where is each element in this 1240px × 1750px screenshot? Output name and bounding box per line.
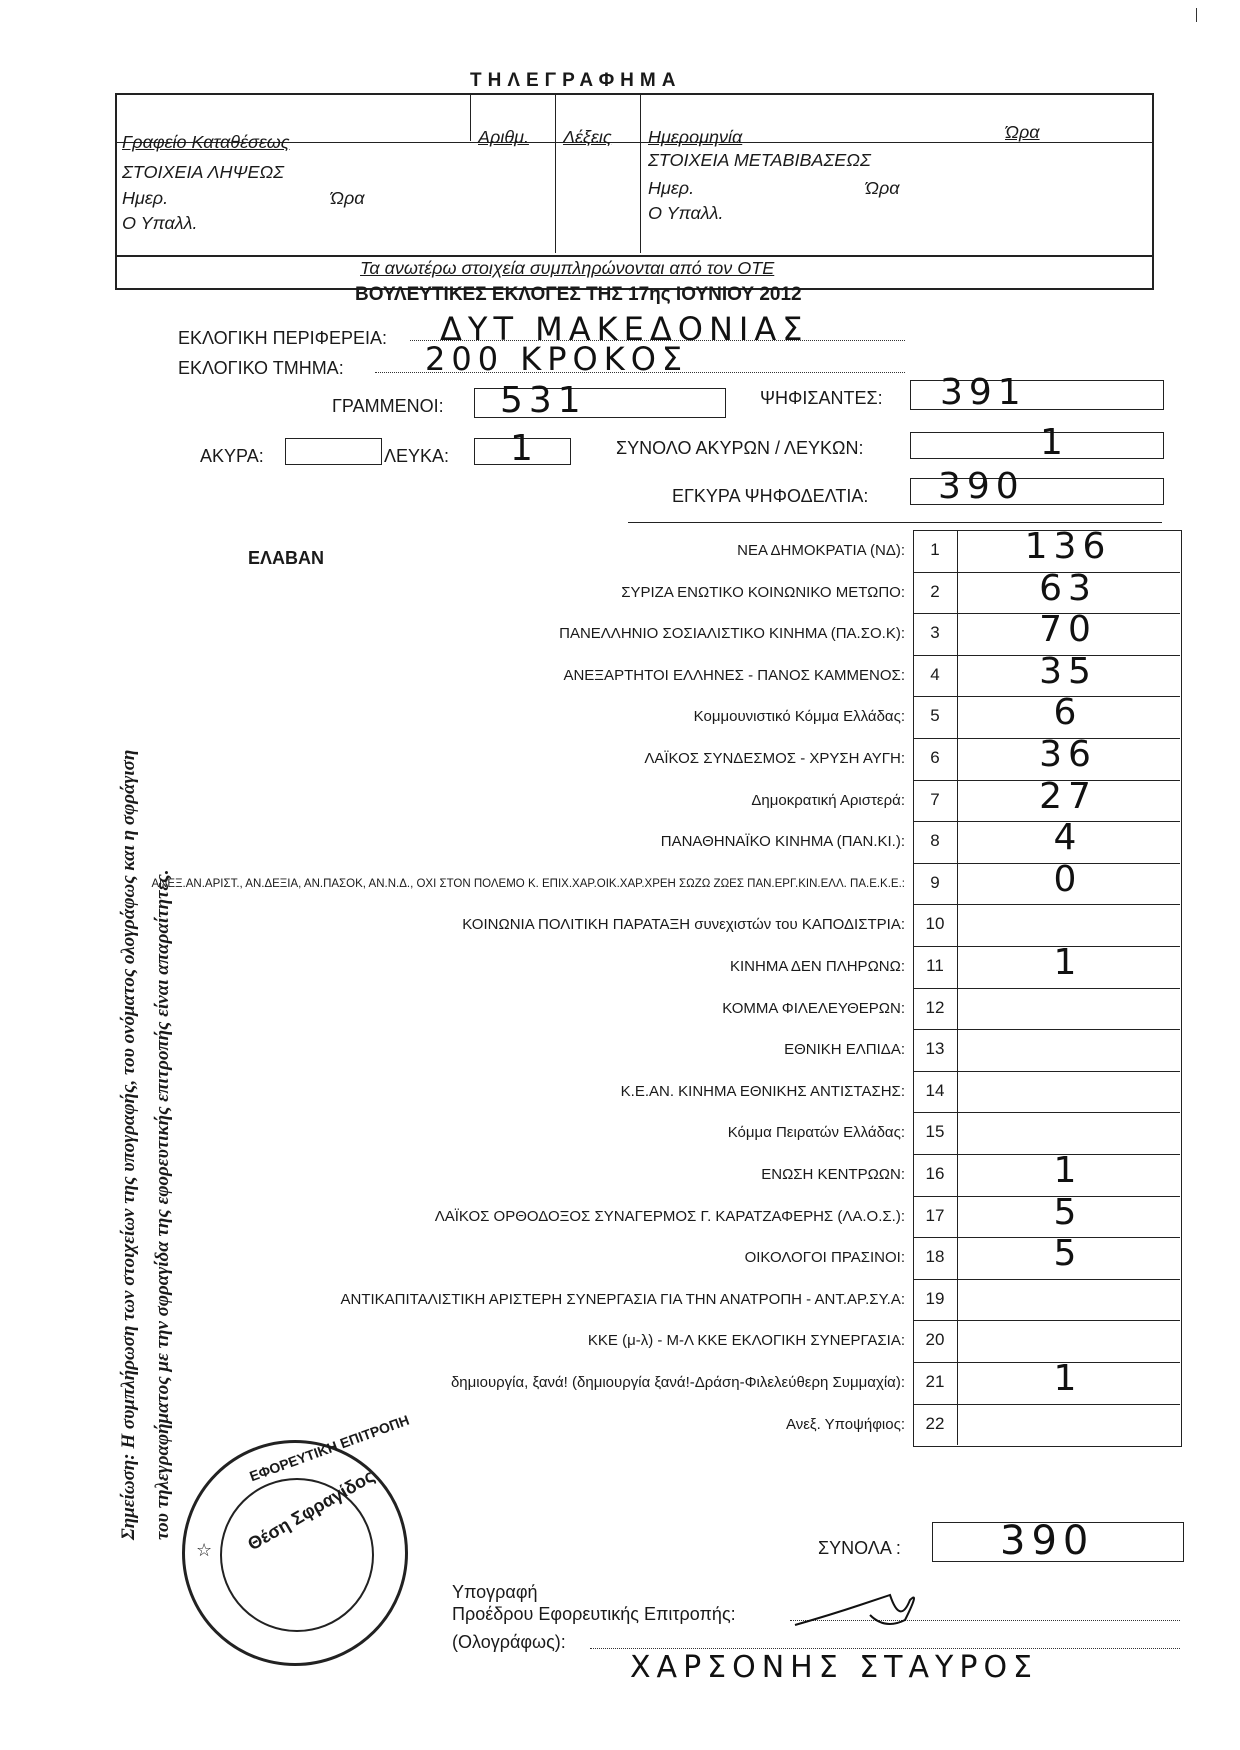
district-label: ΕΚΛΟΓΙΚΗ ΠΕΡΙΦΕΡΕΙΑ: [178,328,387,348]
receipt-clerk: Ο Υπαλλ. [122,213,198,233]
party-votes: 4 [1053,817,1083,859]
party-number: 16 [925,1164,945,1183]
party-name: ΑΝΕΞ.ΑΝ.ΑΡΙΣΤ., ΑΝ.ΔΕΞΙΑ, ΑΝ.ΠΑΣΟΚ, ΑΝ.Ν.Δ., ΟΧΙ ΣΤΟΝ ΠΟΛΕΜΟ Κ. ΕΠΙΧ.ΧΑΡ.ΟΙΚ.ΧΑΡ.ΧΡΕΗ ΣΩΖΩ ΖΩΕΣ ΠΑΝ.ΕΡΓ.ΚΙΝ.ΕΛΛ. ΠΑ.Ε.Κ.Ε.: [151,877,905,890]
side-note-line1: Σημείωση: Η συμπλήρωση των στοιχείων της υπογραφής, του ονόματος ολογράφως και η σφράγιση [118,749,139,1540]
party-votes: 63 [1039,567,1097,609]
name-dotted-line [590,1648,1180,1649]
blank-value: 1 [510,428,539,469]
president-handwritten-name: ΧΑΡΣΟΝΗΣ ΣΤΑΥΡΟΣ [630,1650,1039,1685]
scan-mark [1196,8,1197,22]
stamp-star-icon: ☆ [196,1540,213,1560]
district-value: ΔΥΤ ΜΑΚΕΔΟΝΙΑΣ [440,310,809,348]
party-name: ΛΑΪΚΟΣ ΟΡΘΟΔΟΞΟΣ ΣΥΝΑΓΕΡΜΟΣ Γ. ΚΑΡΑΤΖΑΦΕΡΗΣ (ΛΑ.Ο.Σ.): [434,1207,905,1225]
party-name: ΟΙΚΟΛΟΓΟΙ ΠΡΑΣΙΝΟΙ: [744,1249,905,1267]
party-votes: 1 [1053,1358,1083,1399]
party-name: ΚΟΜΜΑ ΦΙΛΕΛΕΥΘΕΡΩΝ: [722,999,905,1017]
party-votes: 1 [1053,942,1083,983]
party-number: 5 [930,706,940,726]
stamp-text: Θέση Σφραγίδος [244,1465,378,1555]
party-number: 21 [925,1372,945,1391]
party-votes: 70 [1039,609,1097,651]
party-table-row-divider [913,904,1180,905]
party-number: 1 [930,540,940,559]
signature-line2: Προέδρου Εφορευτικής Επιτροπής: [452,1604,736,1624]
party-number: 13 [925,1039,945,1059]
party-name: ΚΙΝΗΜΑ ΔΕΝ ΠΛΗΡΩΝΩ: [730,958,905,975]
invalid-blank-total-label: ΣΥΝΟΛΟ ΑΚΥΡΩΝ / ΛΕΥΚΩΝ: [616,438,864,458]
telegram-title: ΤΗΛΕΓΡΑΦΗΜΑ [470,70,682,91]
party-name: ΑΝΤΙΚΑΠΙΤΑΛΙΣΤΙΚΗ ΑΡΙΣΤΕΡΗ ΣΥΝΕΡΓΑΣΙΑ ΓΙΑ ΤΗΝ ΑΝΑΤΡΟΠΗ - ΑΝΤ.ΑΡ.ΣΥ.Α: [340,1290,905,1308]
side-note-line2: του τηλεγραφήματος με την σφραγίδα της εφορευτικής επιτροπής είναι απαραίτητες. [152,869,173,1540]
party-table-row-divider [913,1071,1180,1072]
received-label: ΕΛΑΒΑΝ [248,548,325,568]
receipt-title: ΣΤΟΙΧΕΙΑ ΛΗΨΕΩΣ [122,162,284,182]
header-col-divider-1 [470,93,471,141]
party-votes: 36 [1039,734,1097,775]
party-name: ΠΑΝΑΘΗΝΑΪΚΟ ΚΙΝΗΜΑ (ΠΑΝ.ΚΙ.): [660,833,905,851]
party-name: ΛΑΪΚΟΣ ΣΥΝΔΕΣΜΟΣ - ΧΡΥΣΗ ΑΥΓΗ: [644,750,905,767]
valid-underline [628,522,1162,523]
header-col-divider-3 [640,93,641,253]
party-name: ΕΝΩΣΗ ΚΕΝΤΡΩΩΝ: [761,1166,905,1183]
party-votes: 35 [1039,650,1097,692]
party-votes: 6 [1053,692,1083,734]
totals-label: ΣΥΝΟΛΑ : [818,1538,901,1558]
invalid-label: ΑΚΥΡΑ: [200,446,264,466]
party-number: 15 [925,1122,945,1142]
party-table-row-divider [913,988,1180,989]
receipt-date: Ημερ. [122,188,169,208]
valid-label: ΕΓΚΥΡΑ ΨΗΦΟΔΕΛΤΙΑ: [672,486,869,506]
party-number: 7 [930,789,940,809]
party-number: 8 [930,831,940,851]
party-number: 17 [925,1205,945,1225]
invalid-blank-total-value: 1 [1040,422,1069,463]
transmit-title: ΣΤΟΙΧΕΙΑ ΜΕΤΑΒΙΒΑΣΕΩΣ [648,150,871,170]
party-table-row-divider [913,1279,1180,1280]
party-name: Κόμμα Πειρατών Ελλάδας: [727,1124,905,1142]
party-name: ΕΘΝΙΚΗ ΕΛΠΙΔΑ: [784,1041,905,1059]
header-col-divider-2 [555,93,556,253]
party-number: 2 [930,581,940,601]
office-label: Γραφείο Καταθέσεως [122,132,290,152]
party-votes: 27 [1039,775,1097,817]
party-table-row-divider [913,1112,1180,1113]
party-votes: 1 [1053,1150,1083,1191]
transmit-clerk: Ο Υπαλλ. [648,203,724,223]
party-number: 22 [925,1413,945,1433]
transmit-time: Ώρα [865,178,900,198]
party-number: 12 [925,997,945,1017]
party-votes: 5 [1053,1191,1083,1233]
voted-value: 391 [940,372,1027,413]
ote-note: Τα ανωτέρω στοιχεία συμπληρώνονται από τον ΟΤΕ [360,258,775,278]
signature-line1: Υπογραφή [452,1582,538,1602]
party-name: Δημοκρατική Αριστερά: [751,791,905,809]
signature-line3: (Ολογράφως): [452,1632,566,1652]
party-number: 10 [925,914,945,934]
party-votes: 0 [1053,858,1083,900]
party-number: 4 [930,664,940,684]
transmit-date: Ημερ. [648,178,695,198]
party-name: Κ.Ε.ΑΝ. ΚΙΝΗΜΑ ΕΘΝΙΚΗΣ ΑΝΤΙΣΤΑΣΗΣ: [620,1082,905,1100]
party-number: 14 [925,1080,945,1100]
section-label: ΕΚΛΟΓΙΚΟ ΤΜΗΜΑ: [178,358,344,378]
date-label: Ημερομηνία [648,127,743,147]
party-name: Κομμουνιστικό Κόμμα Ελλάδας: [693,708,905,726]
party-name: ΣΥΡΙΖΑ ΕΝΩΤΙΚΟ ΚΟΙΝΩΝΙΚΟ ΜΕΤΩΠΟ: [621,583,905,601]
voted-label: ΨΗΦΙΣΑΝΤΕΣ: [760,388,883,408]
registered-value: 531 [500,380,587,421]
words-label: Λέξεις [563,127,612,147]
party-name: ΚΚΕ (μ-λ) - Μ-Λ ΚΚΕ ΕΚΛΟΓΙΚΗ ΣΥΝΕΡΓΑΣΙΑ: [587,1332,905,1350]
invalid-blank-total-box [910,432,1164,459]
number-label: Αριθμ. [478,127,529,147]
signature-scribble [790,1585,930,1635]
party-name: Ανεξ. Υποψήφιος: [785,1415,905,1433]
stamp-ring-text: ΕΦΟΡΕΥΤΙΚΗ ΕΠΙΤΡΟΠΗ [247,1411,412,1485]
blank-label: ΛΕΥΚΑ: [384,446,450,466]
party-name: ΝΕΑ ΔΗΜΟΚΡΑΤΙΑ (ΝΔ): [737,542,905,559]
party-number: 9 [930,872,940,892]
election-title: ΒΟΥΛΕΥΤΙΚΕΣ ΕΚΛΟΓΕΣ ΤΗΣ 17ης ΙΟΥΝΙΟΥ 2012 [355,284,802,305]
party-number: 20 [925,1330,945,1350]
party-table-row-divider [913,1029,1180,1030]
party-votes: 5 [1053,1233,1083,1275]
stamp-inner-ring [220,1478,374,1632]
party-number: 11 [926,956,944,975]
party-number: 19 [925,1288,945,1308]
receipt-time: Ώρα [330,188,365,208]
valid-value: 390 [938,466,1025,507]
party-number: 18 [925,1247,945,1267]
time-label: Ώρα [1005,122,1040,142]
party-number: 6 [930,748,940,767]
section-value: 200 ΚΡΟΚΟΣ [425,340,689,378]
party-votes: 136 [1024,526,1112,567]
party-name: ΚΟΙΝΩΝΙΑ ΠΟΛΙΤΙΚΗ ΠΑΡΑΤΑΞΗ συνεχιστών του ΚΑΠΟΔΙΣΤΡΙΑ: [462,916,905,934]
party-name: ΠΑΝΕΛΛΗΝΙΟ ΣΟΣΙΑΛΙΣΤΙΚΟ ΚΙΝΗΜΑ (ΠΑ.ΣΟ.Κ): [559,625,905,643]
party-number: 3 [930,623,940,643]
totals-value: 390 [1000,1518,1095,1564]
registered-label: ΓΡΑΜΜΕΝΟΙ: [332,396,444,416]
party-table-row-divider [913,1404,1180,1405]
party-name: ΑΝΕΞΑΡΤΗΤΟΙ ΕΛΛΗΝΕΣ - ΠΑΝΟΣ ΚΑΜΜΕΝΟΣ: [563,666,905,684]
party-name: δημιουργία, ξανά! (δημιουργία ξανά!-Δράση-Φιλελεύθερη Συμμαχία): [450,1374,905,1391]
party-table-row-divider [913,1320,1180,1321]
invalid-box [285,438,382,465]
